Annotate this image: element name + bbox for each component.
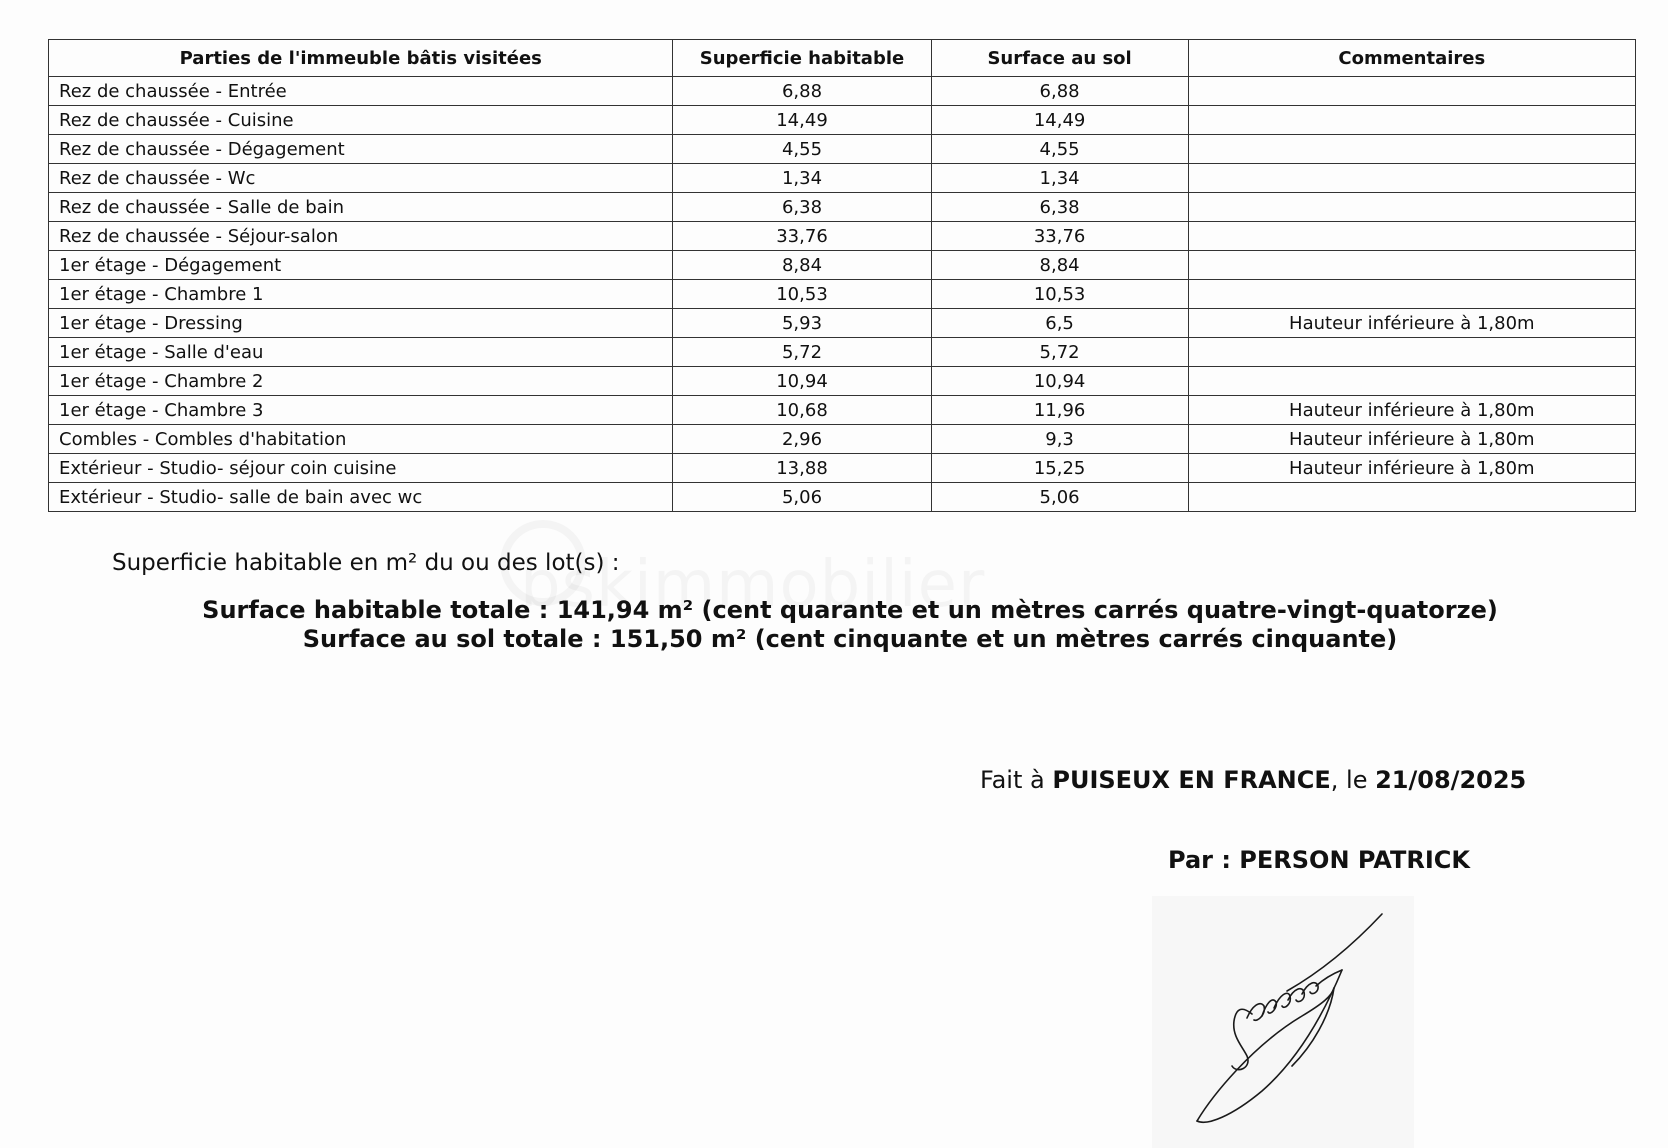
cell-piece: Rez de chaussée - Wc <box>49 164 673 193</box>
total-habitable: Surface habitable totale : 141,94 m² (cent quarante et un mètres carrés quatre-vingt-quatorze) <box>202 596 1498 624</box>
table-header-row <box>49 40 1636 77</box>
place: PUISEUX EN FRANCE <box>1052 766 1331 794</box>
cell-piece: Combles - Combles d'habitation <box>49 425 673 454</box>
header-parties: Parties de l'immeuble bâtis visitées <box>49 40 673 77</box>
cell-piece: Rez de chaussée - Cuisine <box>49 106 673 135</box>
cell-piece: Rez de chaussée - Dégagement <box>49 135 673 164</box>
signature <box>1152 896 1414 1148</box>
cell-commentaire <box>1188 164 1635 193</box>
cell-surface-au-sol: 1,34 <box>931 164 1188 193</box>
surfaces-table <box>48 39 1636 512</box>
table-row <box>49 425 1636 454</box>
cell-commentaire <box>1188 193 1635 222</box>
cell-piece: 1er étage - Chambre 1 <box>49 280 673 309</box>
surface-intro-text: Superficie habitable en m² du ou des lot(s) : <box>112 550 620 576</box>
cell-superficie-habitable: 14,49 <box>673 106 931 135</box>
cell-commentaire <box>1188 483 1635 512</box>
table-row <box>49 483 1636 512</box>
cell-piece: 1er étage - Chambre 2 <box>49 367 673 396</box>
header-surface-au-sol: Surface au sol <box>931 40 1188 77</box>
signatory: Par : PERSON PATRICK <box>1168 846 1470 874</box>
cell-commentaire <box>1188 222 1635 251</box>
date: 21/08/2025 <box>1375 766 1527 794</box>
header-commentaires: Commentaires <box>1188 40 1635 77</box>
cell-superficie-habitable: 5,06 <box>673 483 931 512</box>
cell-superficie-habitable: 10,68 <box>673 396 931 425</box>
cell-commentaire: Hauteur inférieure à 1,80m <box>1188 454 1635 483</box>
cell-superficie-habitable: 13,88 <box>673 454 931 483</box>
table-row <box>49 135 1636 164</box>
cell-piece: Rez de chaussée - Entrée <box>49 77 673 106</box>
cell-superficie-habitable: 2,96 <box>673 425 931 454</box>
cell-piece: Rez de chaussée - Séjour-salon <box>49 222 673 251</box>
table-row <box>49 193 1636 222</box>
table-row <box>49 396 1636 425</box>
cell-piece: Extérieur - Studio- salle de bain avec wc <box>49 483 673 512</box>
table-body <box>49 77 1636 512</box>
cell-superficie-habitable: 6,88 <box>673 77 931 106</box>
cell-surface-au-sol: 14,49 <box>931 106 1188 135</box>
cell-superficie-habitable: 6,38 <box>673 193 931 222</box>
cell-surface-au-sol: 10,94 <box>931 367 1188 396</box>
header-superficie-habitable: Superficie habitable <box>673 40 931 77</box>
table-row <box>49 309 1636 338</box>
cell-piece: Rez de chaussée - Salle de bain <box>49 193 673 222</box>
cell-commentaire: Hauteur inférieure à 1,80m <box>1188 396 1635 425</box>
table-row <box>49 251 1636 280</box>
table-row <box>49 106 1636 135</box>
table-row <box>49 164 1636 193</box>
cell-commentaire <box>1188 251 1635 280</box>
cell-surface-au-sol: 11,96 <box>931 396 1188 425</box>
cell-surface-au-sol: 5,06 <box>931 483 1188 512</box>
cell-superficie-habitable: 1,34 <box>673 164 931 193</box>
table-row <box>49 367 1636 396</box>
cell-surface-au-sol: 5,72 <box>931 338 1188 367</box>
fait-prefix: Fait à <box>980 766 1053 794</box>
cell-piece: 1er étage - Chambre 3 <box>49 396 673 425</box>
cell-superficie-habitable: 4,55 <box>673 135 931 164</box>
table-row <box>49 222 1636 251</box>
place-date-line <box>980 766 1526 794</box>
cell-surface-au-sol: 4,55 <box>931 135 1188 164</box>
date-prefix: , le <box>1330 766 1376 794</box>
cell-commentaire <box>1188 135 1635 164</box>
cell-superficie-habitable: 33,76 <box>673 222 931 251</box>
table-row <box>49 454 1636 483</box>
cell-commentaire: Hauteur inférieure à 1,80m <box>1188 425 1635 454</box>
cell-surface-au-sol: 6,5 <box>931 309 1188 338</box>
table-row <box>49 338 1636 367</box>
cell-commentaire <box>1188 77 1635 106</box>
cell-superficie-habitable: 10,94 <box>673 367 931 396</box>
table-row <box>49 280 1636 309</box>
total-sol: Surface au sol totale : 151,50 m² (cent cinquante et un mètres carrés cinquante) <box>302 625 1398 653</box>
cell-piece: 1er étage - Salle d'eau <box>49 338 673 367</box>
cell-surface-au-sol: 6,88 <box>931 77 1188 106</box>
cell-piece: 1er étage - Dégagement <box>49 251 673 280</box>
cell-commentaire <box>1188 106 1635 135</box>
cell-commentaire <box>1188 338 1635 367</box>
cell-surface-au-sol: 15,25 <box>931 454 1188 483</box>
cell-surface-au-sol: 33,76 <box>931 222 1188 251</box>
cell-surface-au-sol: 9,3 <box>931 425 1188 454</box>
table-row <box>49 77 1636 106</box>
cell-superficie-habitable: 5,72 <box>673 338 931 367</box>
cell-superficie-habitable: 5,93 <box>673 309 931 338</box>
cell-commentaire: Hauteur inférieure à 1,80m <box>1188 309 1635 338</box>
signature-icon <box>1152 896 1414 1148</box>
cell-superficie-habitable: 10,53 <box>673 280 931 309</box>
cell-superficie-habitable: 8,84 <box>673 251 931 280</box>
totals-block <box>0 596 1668 654</box>
cell-piece: 1er étage - Dressing <box>49 309 673 338</box>
cell-commentaire <box>1188 280 1635 309</box>
cell-surface-au-sol: 6,38 <box>931 193 1188 222</box>
cell-piece: Extérieur - Studio- séjour coin cuisine <box>49 454 673 483</box>
cell-commentaire <box>1188 367 1635 396</box>
cell-surface-au-sol: 10,53 <box>931 280 1188 309</box>
cell-surface-au-sol: 8,84 <box>931 251 1188 280</box>
